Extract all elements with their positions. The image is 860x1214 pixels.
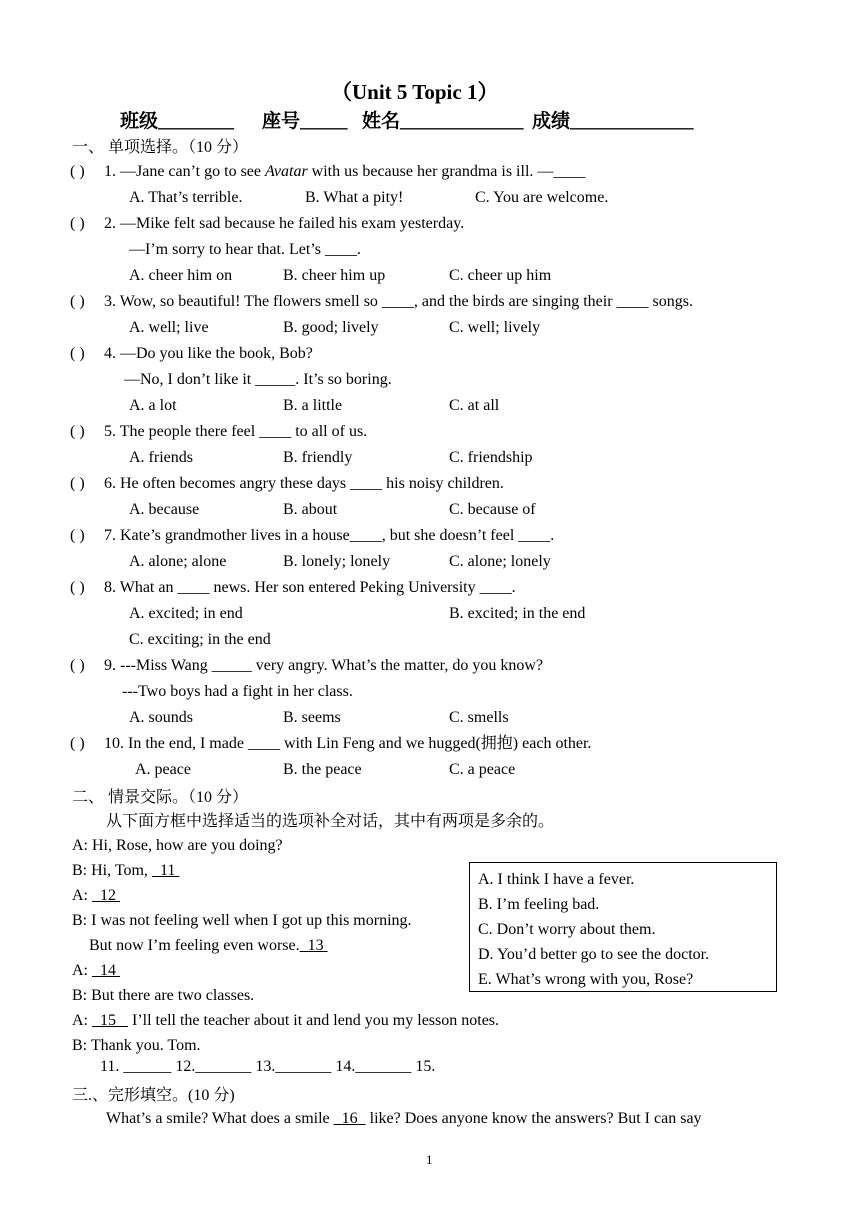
- dialogue-line-6: A: 14: [72, 962, 116, 979]
- answer-line: 11. ______ 12._______ 13._______ 14._______ 15.: [100, 1058, 436, 1075]
- q7-option-a: A. alone; alone: [129, 553, 227, 570]
- q4-option-a: A. a lot: [129, 397, 177, 414]
- dialogue-line-7: B: But there are two classes.: [72, 987, 255, 1004]
- question-3-stem: 3. Wow, so beautiful! The flowers smell so ____, and the birds are singing their ____ songs.: [104, 293, 693, 310]
- q3-option-c: C. well; lively: [449, 319, 541, 336]
- q2-option-a: A. cheer him on: [129, 267, 233, 284]
- question-8-stem: 8. What an ____ news. Her son entered Peking University ____.: [104, 579, 516, 596]
- dialogue-line-8: A: 15 I’ll tell the teacher about it and lend you my lesson notes.: [72, 1012, 500, 1029]
- option-c: C. Don’t worry about them.: [478, 921, 656, 938]
- section-2-heading: 二、 情景交际。（10 分）: [72, 789, 249, 806]
- option-e: E. What’s wrong with you, Rose?: [478, 971, 694, 988]
- q5-option-a: A. friends: [129, 449, 193, 466]
- q10-option-a: A. peace: [135, 761, 191, 778]
- answer-paren: ( ): [70, 345, 85, 362]
- answer-paren: ( ): [70, 735, 85, 752]
- section-1-heading: 一、 单项选择。（10 分）: [72, 139, 249, 156]
- seat-label: 座号_____: [262, 111, 348, 132]
- q8-option-a: A. excited; in end: [129, 605, 243, 622]
- answer-paren: ( ): [70, 293, 85, 310]
- q2-option-b: B. cheer him up: [283, 267, 386, 284]
- q8-option-c: C. exciting; in the end: [129, 631, 271, 648]
- option-b: B. I’m feeling bad.: [478, 896, 600, 913]
- option-a: A. I think I have a fever.: [478, 871, 635, 888]
- answer-paren: ( ): [70, 423, 85, 440]
- q6-option-b: B. about: [283, 501, 338, 518]
- q4-option-c: C. at all: [449, 397, 500, 414]
- question-9-stem: 9. ---Miss Wang _____ very angry. What’s the matter, do you know?: [104, 657, 544, 674]
- option-d: D. You’d better go to see the doctor.: [478, 946, 710, 963]
- q9-option-a: A. sounds: [129, 709, 194, 726]
- section-2-instruction: 从下面方框中选择适当的选项补全对话，其中有两项是多余的。: [106, 813, 555, 830]
- page-title: （Unit 5 Topic 1）: [331, 80, 499, 104]
- page-number: 1: [426, 1152, 433, 1167]
- q9-option-b: B. seems: [283, 709, 341, 726]
- answer-paren: ( ): [70, 657, 85, 674]
- question-2-stem-2: —I’m sorry to hear that. Let’s ____.: [129, 241, 361, 258]
- dialogue-line-5: But now I’m feeling even worse. 13: [89, 937, 324, 954]
- dialogue-line-9: B: Thank you. Tom.: [72, 1037, 201, 1054]
- q1-option-b: B. What a pity!: [305, 189, 404, 206]
- q9-option-c: C. smells: [449, 709, 509, 726]
- question-4-stem: 4. —Do you like the book, Bob?: [104, 345, 313, 362]
- q2-option-c: C. cheer up him: [449, 267, 552, 284]
- q3-option-a: A. well; live: [129, 319, 209, 336]
- dialogue-line-1: A: Hi, Rose, how are you doing?: [72, 837, 283, 854]
- question-1-stem: 1. —Jane can’t go to see Avatar with us because her grandma is ill. —____: [104, 163, 586, 180]
- q8-option-b: B. excited; in the end: [449, 605, 586, 622]
- dialogue-line-3: A: 12: [72, 887, 116, 904]
- section-3-heading: 三.、完形填空。(10 分): [72, 1087, 235, 1104]
- q1-option-a: A. That’s terrible.: [129, 189, 243, 206]
- name-label: 姓名_____________: [362, 111, 524, 132]
- dialogue-line-2: B: Hi, Tom, 11: [72, 862, 176, 879]
- answer-paren: ( ): [70, 163, 85, 180]
- question-6-stem: 6. He often becomes angry these days ____ his noisy children.: [104, 475, 504, 492]
- answer-paren: ( ): [70, 527, 85, 544]
- q10-option-b: B. the peace: [283, 761, 362, 778]
- q5-option-b: B. friendly: [283, 449, 353, 466]
- q6-option-c: C. because of: [449, 501, 536, 518]
- question-4-stem-2: —No, I don’t like it _____. It’s so boring.: [124, 371, 392, 388]
- question-5-stem: 5. The people there feel ____ to all of us.: [104, 423, 368, 440]
- q7-option-b: B. lonely; lonely: [283, 553, 391, 570]
- dialogue-line-4: B: I was not feeling well when I got up this morning.: [72, 912, 412, 929]
- q1-option-c: C. You are welcome.: [475, 189, 609, 206]
- question-7-stem: 7. Kate’s grandmother lives in a house____, but she doesn’t feel ____.: [104, 527, 555, 544]
- options-box: [469, 862, 777, 992]
- score-label: 成绩_____________: [532, 111, 694, 132]
- q3-option-b: B. good; lively: [283, 319, 379, 336]
- answer-paren: ( ): [70, 215, 85, 232]
- question-10-stem: 10. In the end, I made ____ with Lin Feng and we hugged(拥抱) each other.: [104, 735, 592, 752]
- answer-paren: ( ): [70, 579, 85, 596]
- question-9-stem-2: ---Two boys had a fight in her class.: [122, 683, 353, 700]
- question-2-stem: 2. —Mike felt sad because he failed his exam yesterday.: [104, 215, 465, 232]
- q7-option-c: C. alone; lonely: [449, 553, 551, 570]
- cloze-first-line: What’s a smile? What does a smile 16 like? Does anyone know the answers? But I can say: [106, 1110, 702, 1127]
- q6-option-a: A. because: [129, 501, 200, 518]
- q10-option-c: C. a peace: [449, 761, 516, 778]
- answer-paren: ( ): [70, 475, 85, 492]
- q5-option-c: C. friendship: [449, 449, 533, 466]
- q4-option-b: B. a little: [283, 397, 343, 414]
- class-label: 班级________: [120, 111, 235, 132]
